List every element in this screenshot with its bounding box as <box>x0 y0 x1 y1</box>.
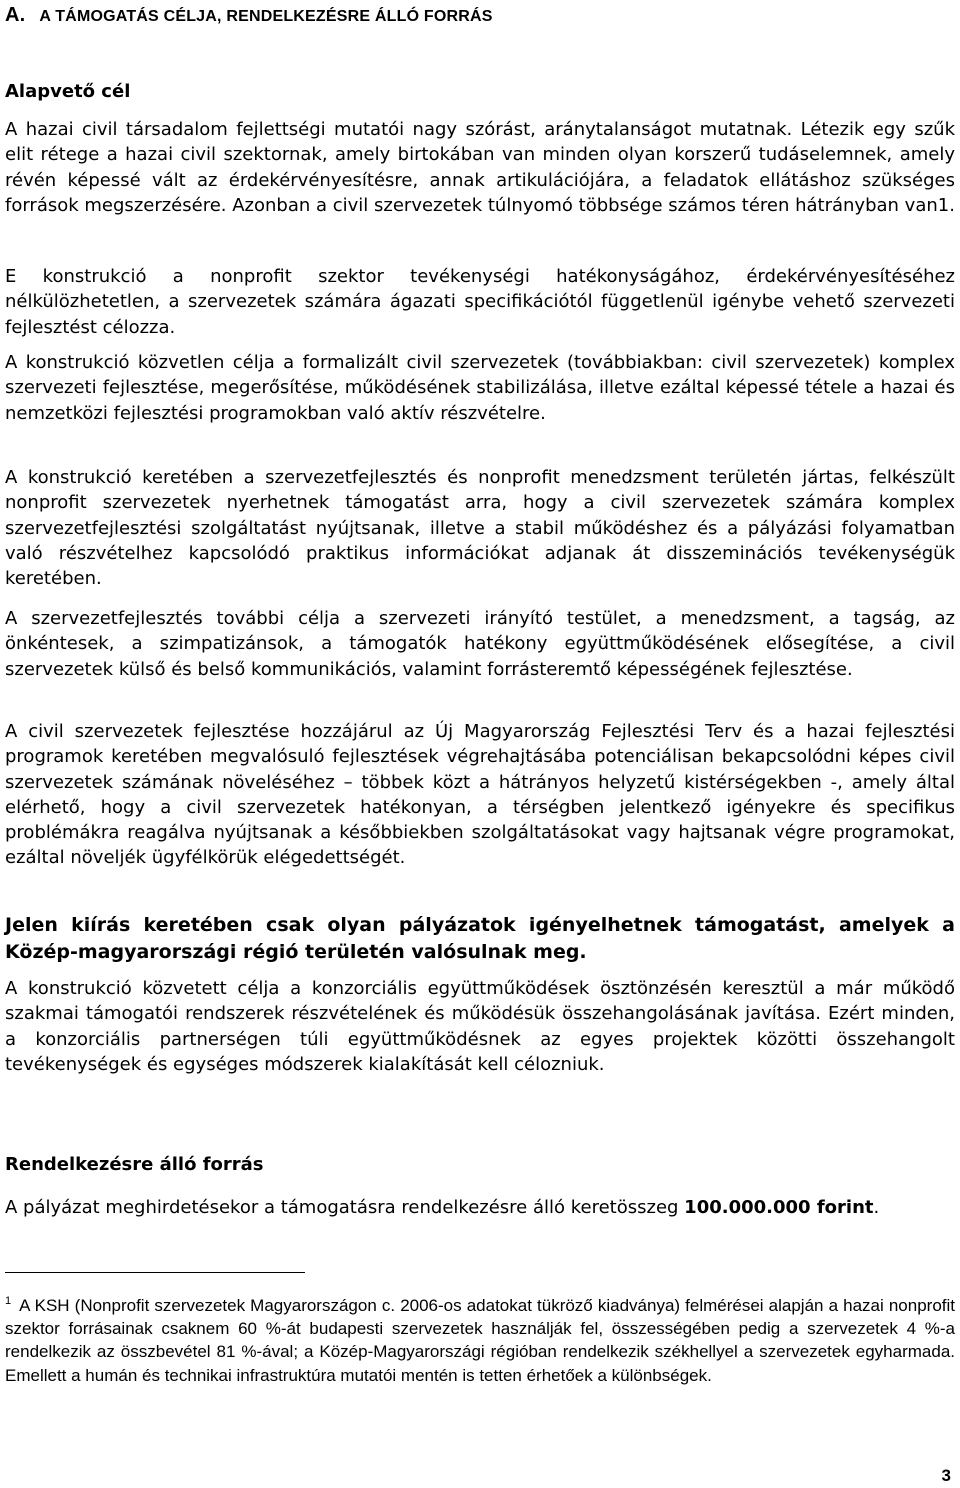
goal-paragraph-4: A konstrukció keretében a szervezetfejlesztés és nonprofit menedzsment területén jártas, felkészült nonprofit szervezetek nyerhetnek támogatást arra, hogy a civil szervezetek számára komplex szervezetfejlesztési szolgáltatást nyújtsanak, illetve a stabil működéshez és a pályázási folyamatban való részvételhez kapcsolódó praktikus információkat adjanak át disszeminációs tevékenységük keretében. <box>5 467 955 590</box>
goal-paragraph-7: A konstrukció közvetett célja a konzorciális együttműködések ösztönzésén keresztül a már működő szakmai támogatói rendszerek részvételének és működésük összehangolásának javítása. Ezért minden, a konzorciális partnerségen túli együttműködésnek az egyes projektek közötti összehangolt tevékenységek és egységes módszerek kialakítását kell célozniuk. <box>5 978 955 1075</box>
funding-heading: Rendelkezésre álló forrás <box>5 1154 264 1175</box>
section-title: A TÁMOGATÁS CÉLJA, RENDELKEZÉSRE ÁLLÓ FORRÁS <box>39 8 493 25</box>
goal-paragraph-6: A civil szervezetek fejlesztése hozzájárul az Új Magyarország Fejlesztési Terv és a hazai fejlesztési programok keretében megvalósuló fejlesztések végrehajtásába potenciálisan bekapcsolódni képes civil szervezetek számának növeléséhez – többek közt a hátrányos helyzetű kistérségekben -, amely által elérhető, hogy a civil szervezetek hatékonyan, a térségben jelentkező igényekre és specifikus problémákra reagálva nyújtsanak a későbbiekben szolgáltatásokat vagy hajtsanak végre programokat, ezáltal növeljék ügyfélkörük elégedettségét. <box>5 721 955 869</box>
section-heading <box>5 4 493 27</box>
page-number: 3 <box>941 1466 951 1485</box>
footnote-text: A KSH (Nonprofit szervezetek Magyarországon c. 2006-os adatokat tükröző kiadványa) felmérései alapján a hazai nonprofit szektor forrásainak csaknem 60 %-át budapesti szervezetek használják fel, összességében pedig a szervezetek 4 %-a rendelkezik az összbevétel 81 %-ával; a Közép-Magyarországi régióban rendelkezik székhellyel a szervezetek egyharmada. Emellett a humán és technikai infrastruktúra mutatói mentén is tetten érhetőek a különbségek. <box>5 1296 955 1385</box>
funding-amount: 100.000.000 forint <box>684 1197 874 1218</box>
footnote-separator <box>5 1272 305 1273</box>
region-restriction-statement: Jelen kiírás keretében csak olyan pályázatok igényelhetnek támogatást, amelyek a Közép-magyarországi régió területén valósulnak meg. <box>5 914 955 963</box>
goal-heading: Alapvető cél <box>5 81 131 102</box>
funding-text: A pályázat meghirdetésekor a támogatásra rendelkezésre álló keretösszeg <box>5 1197 685 1218</box>
footnote <box>5 1294 955 1387</box>
goal-paragraph-3: A konstrukció közvetlen célja a formalizált civil szervezetek (továbbiakban: civil szervezetek) komplex szervezeti fejlesztése, megerősítése, működésének stabilizálása, illetve ezáltal képessé tétele a hazai és nemzetközi fejlesztési programokban való aktív részvételre. <box>5 352 955 424</box>
goal-paragraph-1: A hazai civil társadalom fejlettségi mutatói nagy szórást, aránytalanságot mutatnak. Létezik egy szűk elit rétege a hazai civil szektornak, amely birtokában van minden olyan korszerű tudáselemnek, amely révén képessé vált az érdekérvényesítésre, annak artikulációjára, a feladatok ellátáshoz szükséges források megszerzésére. Azonban a civil szervezetek túlnyomó többsége számos téren hátrányban van1. <box>5 119 955 216</box>
footnote-mark: 1 <box>5 1295 12 1308</box>
goal-paragraph-2: E konstrukció a nonprofit szektor tevékenységi hatékonyságához, érdekérvényesítéséhez nélkülözhetetlen, a szervezetek számára ágazati specifikációtól függetlenül igénybe vehető szervezeti fejlesztést célozza. <box>5 266 955 338</box>
goal-paragraph-5: A szervezetfejlesztés további célja a szervezeti irányító testület, a menedzsment, a tagság, az önkéntesek, a szimpatizánsok, a támogatók hatékony együttműködésének elősegítése, a civil szervezetek külső és belső kommunikációs, valamint forrásteremtő képességének fejlesztése. <box>5 608 955 680</box>
section-number: A. <box>5 4 26 26</box>
funding-text-end: . <box>873 1197 880 1218</box>
funding-paragraph <box>5 1195 955 1220</box>
